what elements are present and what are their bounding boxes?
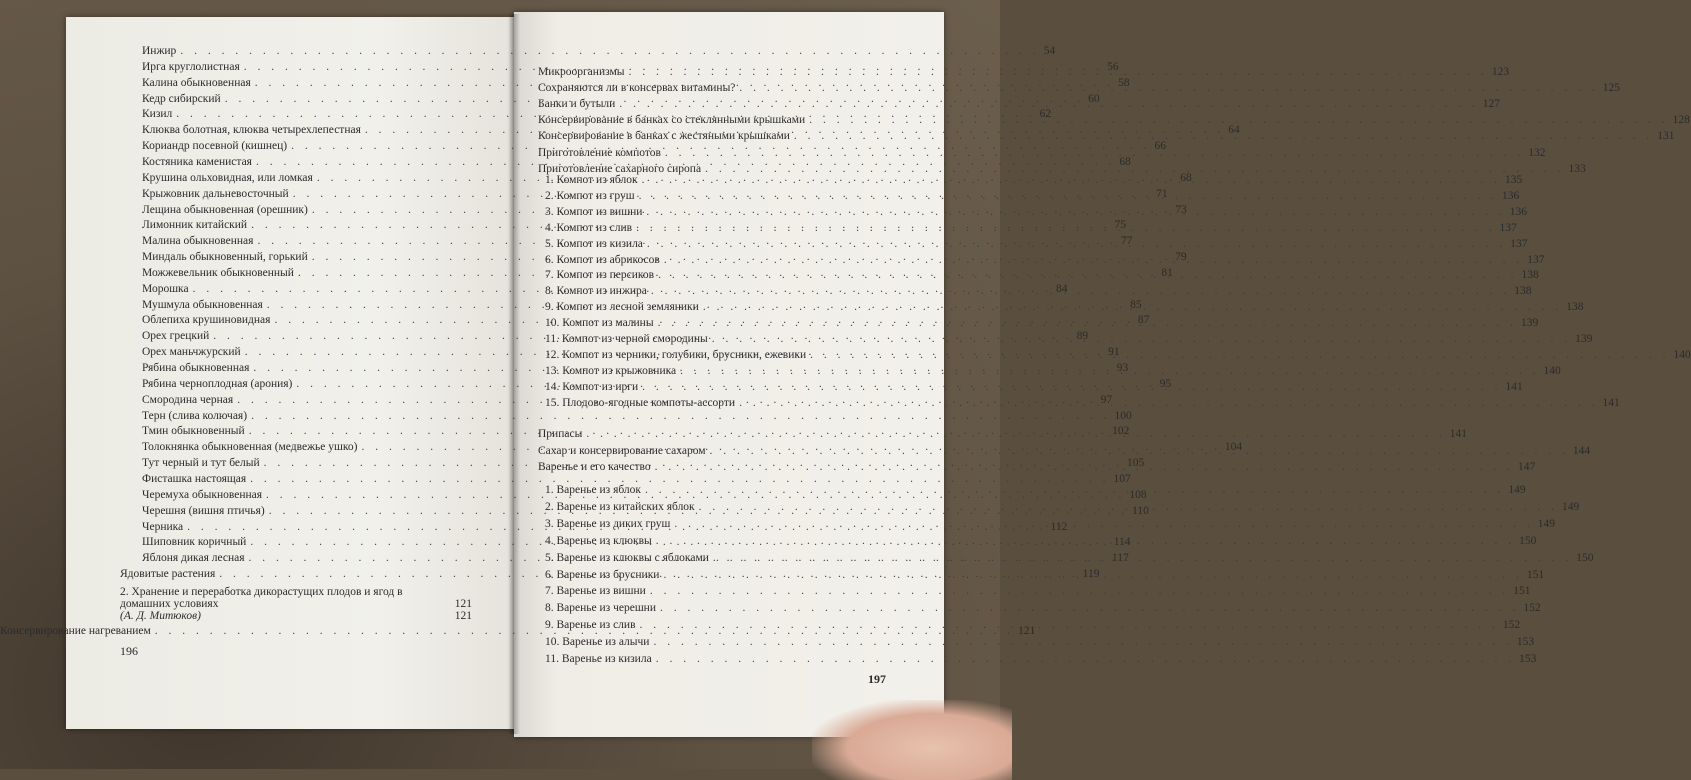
toc-entry-label: 13. Компот из крыжовника <box>545 364 677 377</box>
toc-entry-label: Тут черный и тут белый <box>142 457 260 470</box>
dot-leader <box>712 333 1571 346</box>
dot-leader <box>699 501 1558 514</box>
dot-leader <box>655 461 1514 474</box>
section-2-title-line2: домашних условиях <box>120 598 219 610</box>
dot-leader <box>663 569 1522 582</box>
toc-entry-page: 68 <box>1119 155 1131 168</box>
toc-entry-label: Орех грецкий <box>142 330 210 343</box>
dot-leader <box>180 45 1039 58</box>
toc-entry-page: 137 <box>1499 221 1517 234</box>
toc-entry-page: 97 <box>1100 393 1113 406</box>
dot-leader <box>651 282 1510 298</box>
toc-entry-page: 112 <box>1050 520 1068 533</box>
toc-entry-page: 140 <box>1673 348 1691 361</box>
toc-entry-page: 137 <box>1510 237 1528 250</box>
right-folio: 197 <box>868 672 886 686</box>
toc-entry-page: 77 <box>1120 235 1133 248</box>
toc-entry-label: Яблоня дикая лесная <box>142 552 245 565</box>
toc-entry-label: Кизил <box>142 108 173 121</box>
toc-entry-label: Кедр сибирский <box>142 92 221 105</box>
dot-leader <box>656 653 1515 666</box>
toc-entry-page: 89 <box>1076 330 1089 343</box>
toc-entry-label: 4. Варенье из клюквы <box>545 534 652 547</box>
toc-entry-label: Приготовление компотов <box>538 146 661 159</box>
dot-leader <box>739 397 1598 410</box>
dot-leader <box>650 585 1509 598</box>
toc-entry-label: Лещина обыкновенная (орешник) <box>142 203 308 216</box>
toc-entry-label: 5. Компот из кизила <box>545 237 643 250</box>
dot-leader <box>642 381 1501 394</box>
section-2-page: 121 <box>454 598 472 610</box>
toc-entry-page: 64 <box>1228 124 1240 137</box>
toc-entry-page: 151 <box>1513 585 1531 598</box>
toc-entry-page: 153 <box>1516 636 1535 649</box>
dot-leader <box>639 187 1498 203</box>
dot-leader <box>809 114 1668 127</box>
toc-entry-page: 138 <box>1521 269 1539 282</box>
toc-entry-page: 107 <box>1113 472 1131 485</box>
toc-entry-page: 139 <box>1520 317 1539 330</box>
dot-leader <box>586 428 1445 441</box>
toc-entry-label: Толокнянка обыкновенная (медвежье ушко) <box>142 441 358 454</box>
toc-entry-label: Микроорганизмы <box>538 66 625 78</box>
toc-entry-page: 58 <box>1118 76 1130 89</box>
toc-entry <box>545 653 1537 666</box>
hand-thumb <box>812 700 1012 780</box>
dot-leader <box>710 445 1569 458</box>
toc-entry-label: 11. Компот из черной смородины <box>545 333 708 345</box>
toc-entry-page: 141 <box>1602 396 1620 409</box>
toc-entry-page: 73 <box>1175 203 1187 216</box>
toc-entry-page: 85 <box>1130 298 1142 311</box>
toc-entry-page: 139 <box>1575 333 1593 345</box>
toc-entry: Консервирование нагреванием . . . 121 <box>0 625 1035 638</box>
section-2-author: (А. Д. Митюков) <box>120 610 201 622</box>
toc-entry-label: 12. Компот из черники, голубики, брусники, ежевики <box>545 348 807 361</box>
toc-entry-page: 136 <box>1509 205 1528 218</box>
toc-entry-label: Клюква болотная, клюква четырехлепестная <box>142 124 361 137</box>
toc-entry-label: 14. Компот из ирги <box>545 380 639 393</box>
toc-entry <box>545 602 1541 615</box>
toc-entry-label: Миндаль обыкновенный, горький <box>142 251 308 264</box>
toc-entry-label: Припасы <box>538 428 583 440</box>
toc-entry-label: Ядовитые растения <box>120 568 216 581</box>
toc-entry-label: Кориандр посевной (кишнец) <box>142 140 288 153</box>
toc-entry-page: 131 <box>1657 130 1675 143</box>
dot-leader <box>810 349 1669 362</box>
dot-leader <box>658 266 1517 282</box>
toc-entry-label: Крушина ольховидная, или ломкая <box>142 171 313 184</box>
dot-leader <box>647 238 1506 251</box>
toc-entry-label: 9. Компот из лесной земляники <box>545 301 699 314</box>
toc-entry-page: 100 <box>1114 409 1132 422</box>
toc-entry-label: Приготовление сахарного сиропа <box>538 162 702 175</box>
toc-entry-page: 152 <box>1523 602 1541 615</box>
toc-entry-label: Шиповник коричный <box>142 536 247 549</box>
toc-entry-label: Ирга круглолистная <box>142 60 240 73</box>
dot-leader <box>665 147 1524 160</box>
toc-entry-label: 9. Варенье из слив <box>545 619 636 632</box>
toc-entry-label: 4. Компот из слив <box>545 221 633 234</box>
toc-entry-page: 141 <box>1505 380 1523 393</box>
toc-entry <box>545 619 1521 632</box>
toc-entry-label: Консервирование в банках с жестяными крышками <box>538 130 790 143</box>
toc-entry-label: Консервирование в банках со стеклянными крышками <box>538 114 806 127</box>
toc-section-2 <box>120 586 472 622</box>
toc-entry-label: 3. Варенье из диких груш <box>545 517 671 530</box>
toc-entry-label: 5. Варенье из клюквы с яблоками <box>545 551 709 564</box>
dot-leader <box>658 317 1517 330</box>
toc-entry-page: 147 <box>1518 461 1536 473</box>
toc-entry <box>142 472 1131 486</box>
toc-entry-label: 8. Варенье из черешни <box>545 602 656 615</box>
toc-entry-label: Инжир <box>142 45 177 57</box>
toc-entry-page: 152 <box>1502 619 1521 632</box>
toc-entry-page: 144 <box>1572 444 1591 457</box>
toc-entry-page: 151 <box>1526 568 1545 581</box>
toc-entry-label: Черешня (вишня птичья) <box>142 504 265 517</box>
dot-leader <box>628 66 1487 79</box>
toc-entry-label: Рябина обыкновенная <box>142 362 250 374</box>
toc-entry <box>142 45 1056 58</box>
toc-entry-page: 150 <box>1519 534 1537 547</box>
toc-entry-page: 117 <box>1111 552 1129 565</box>
dot-leader <box>619 98 1478 111</box>
toc-entry-label: 1. Компот из яблок <box>545 174 638 186</box>
toc-entry-label: Терн (слива колючая) <box>142 409 248 422</box>
toc-entry-page: 79 <box>1175 251 1187 264</box>
toc-entry-page: 138 <box>1566 301 1584 314</box>
toc-entry-label: 3. Компот из вишни <box>545 205 643 218</box>
toc-entry-label: Лимонник китайский <box>142 219 248 232</box>
dot-leader <box>646 203 1505 219</box>
toc-entry-page: 56 <box>1107 60 1119 73</box>
section-2-author-page: 121 <box>454 610 472 622</box>
toc-entry-page: 68 <box>1180 171 1192 184</box>
toc-entry-label: Можжевельник обыкновенный <box>142 266 294 279</box>
toc-entry-label: Черника <box>142 520 184 533</box>
dot-leader <box>794 130 1653 143</box>
toc-entry-page: 137 <box>1527 253 1545 266</box>
dot-leader <box>664 254 1523 267</box>
toc-entry <box>545 585 1531 598</box>
dot-leader <box>656 535 1515 548</box>
toc-entry-label: 7. Варенье из вишни <box>545 585 646 598</box>
toc-entry-page: 66 <box>1154 140 1166 153</box>
toc-entry-page: 114 <box>1113 536 1131 549</box>
toc-entry-page: 108 <box>1129 488 1147 501</box>
toc-entry-page: 95 <box>1159 377 1172 390</box>
toc-entry <box>545 636 1535 649</box>
toc-entry-page: 132 <box>1528 146 1546 159</box>
toc-entry-page: 102 <box>1112 425 1130 438</box>
toc-entry-label: Мушмула обыкновенная <box>142 298 263 311</box>
toc-entry-page: 87 <box>1137 314 1150 327</box>
toc-entry-page: 110 <box>1132 504 1149 517</box>
toc-entry-page: 123 <box>1491 66 1510 78</box>
dot-leader <box>660 602 1519 615</box>
toc-entry-label: 6. Компот из абрикосов <box>545 253 660 266</box>
toc-entry-page: 91 <box>1108 346 1120 359</box>
toc-entry-label: 10. Варенье из алычи <box>545 636 650 649</box>
toc-entry-page: 153 <box>1519 653 1537 665</box>
toc-entry-label: 8. Компот из инжира <box>545 285 647 298</box>
toc-entry-label: Костяника каменистая <box>142 155 252 168</box>
toc-entry-label: Рябина черноплодная (арония) <box>142 377 293 390</box>
toc-entry-label: 11. Варенье из кизила <box>545 653 652 665</box>
toc-entry-label: Малина обыкновенная <box>142 235 254 248</box>
toc-entry-page: 150 <box>1576 551 1594 564</box>
toc-entry-page: 127 <box>1482 98 1500 111</box>
toc-entry-page: 84 <box>1055 282 1068 295</box>
toc-entry-page: 104 <box>1224 441 1243 454</box>
toc-entry-page: 71 <box>1156 187 1168 200</box>
toc-entry-page: 125 <box>1602 82 1621 95</box>
toc-entry-label: Морошка <box>142 282 189 295</box>
toc-entry-label: Сохраняются ли в консервах витамины? <box>538 82 736 95</box>
toc-entry-label: 1. Варенье из яблок <box>545 484 642 496</box>
toc-entry-page: 75 <box>1114 219 1126 232</box>
dot-leader <box>703 298 1562 314</box>
toc-entry-page: 81 <box>1161 266 1173 279</box>
section-2-title-line1: 2. Хранение и переработка дикорастущих плодов и ягод в <box>120 586 403 598</box>
toc-entry-page: 140 <box>1543 364 1561 377</box>
toc-entry-label: Банки и бутыли <box>538 98 616 111</box>
toc-entry-label: 2. Компот из груш <box>545 189 635 202</box>
dot-leader <box>680 365 1539 378</box>
dot-leader <box>739 82 1598 95</box>
dot-leader <box>713 552 1572 565</box>
toc-entry-page: 119 <box>1082 568 1100 581</box>
toc-entry-label: Смородина черная <box>142 393 234 406</box>
toc-entry-label: 2. Варенье из китайских яблок <box>545 500 695 513</box>
toc-entry-page: 62 <box>1039 108 1052 121</box>
toc-entry-label: 10. Компот из малины <box>545 317 654 330</box>
toc-entry-label: Облепиха крушиновидная <box>142 314 271 327</box>
left-folio: 196 <box>120 644 138 658</box>
dot-leader <box>251 410 1110 423</box>
toc-entry-label: Сахар и консервирование сахаром <box>538 444 706 457</box>
toc-entry-label: Орех маньчжурский <box>142 346 241 359</box>
toc-entry-label: 6. Варенье из брусники <box>545 568 660 581</box>
dot-leader <box>674 518 1533 531</box>
toc-entry-page: 133 <box>1568 162 1586 175</box>
toc-entry-label: 7. Компот из персиков <box>545 269 655 282</box>
toc-entry-label: Фисташка настоящая <box>142 472 247 485</box>
toc-entry-page: 105 <box>1127 457 1145 470</box>
dot-leader <box>653 636 1512 649</box>
toc-entry-page: 93 <box>1116 362 1129 374</box>
dot-leader <box>640 619 1499 632</box>
toc-entry-label: Крыжовник дальневосточный <box>142 187 289 200</box>
dot-leader <box>642 171 1501 187</box>
toc-entry-label: Калина обыкновенная <box>142 76 251 89</box>
toc-entry-page: 149 <box>1508 484 1526 496</box>
dot-leader <box>636 222 1495 235</box>
dot-leader <box>645 484 1504 497</box>
toc-entry-page: 136 <box>1501 189 1520 202</box>
toc-entry-label: 15. Плодово-ягодные компоты-ассорти <box>545 396 736 409</box>
toc-entry <box>142 409 1132 423</box>
toc-entry-page: 60 <box>1088 92 1100 105</box>
toc-entry-page: 128 <box>1672 114 1690 127</box>
toc-entry-page: 149 <box>1537 517 1555 530</box>
toc-entry-label: Варенье и его качество <box>538 461 651 473</box>
toc-entry-page: 54 <box>1043 45 1056 57</box>
toc-entry-page: 138 <box>1514 285 1532 298</box>
toc-entry-page: 141 <box>1449 428 1467 440</box>
toc-entry-page: 135 <box>1504 174 1523 186</box>
toc-entry-page: 149 <box>1562 500 1580 513</box>
toc-entry-label: Черемуха обыкновенная <box>142 488 263 501</box>
toc-entry-label: Тмин обыкновенный <box>142 425 245 438</box>
